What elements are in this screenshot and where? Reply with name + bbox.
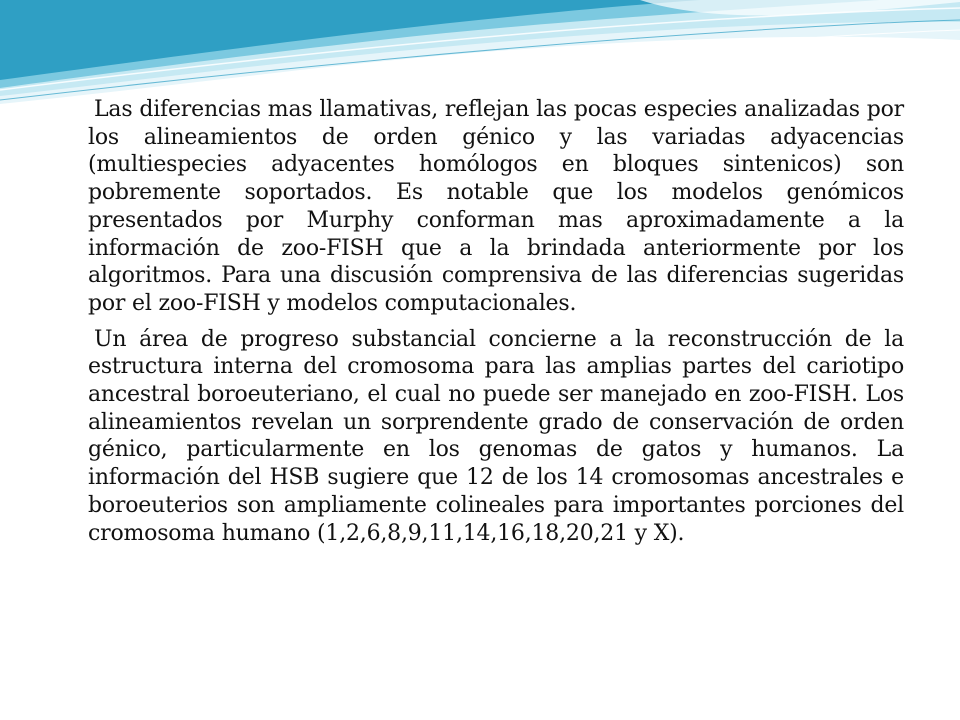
paragraph-differences: Las diferencias mas llamativas, reflejan las pocas especies analizadas por los alineamientos de orden génico y las variadas adyacencias (multiespecies adyacentes homólogos en bloques sintenicos) son pobremente soportados. Es notable que los modelos genómicos presentados por Murphy conforman mas aproximadamente a la información de zoo-FISH que a la brindada anteriormente por los algoritmos. Para una discusión comprensiva de las diferencias sugeridas por el zoo-FISH y modelos computacionales. [88, 97, 904, 316]
paragraph-progress: Un área de progreso substancial concierne a la reconstrucción de la estructura interna del cromosoma para las amplias partes del cariotipo ancestral boroeuteriano, el cual no puede ser manejado en zoo-FISH. Los alineamientos revelan un sorprendente grado de conservación de orden génico, particularmente en los genomas de gatos y humanos. La información del HSB sugiere que 12 de los 14 cromosomas ancestrales e boroeuterios son ampliamente colineales para importantes porciones del cromosoma humano (1,2,6,8,9,11,14,16,18,20,21 y X). [88, 326, 904, 546]
slide-body [88, 96, 904, 555]
